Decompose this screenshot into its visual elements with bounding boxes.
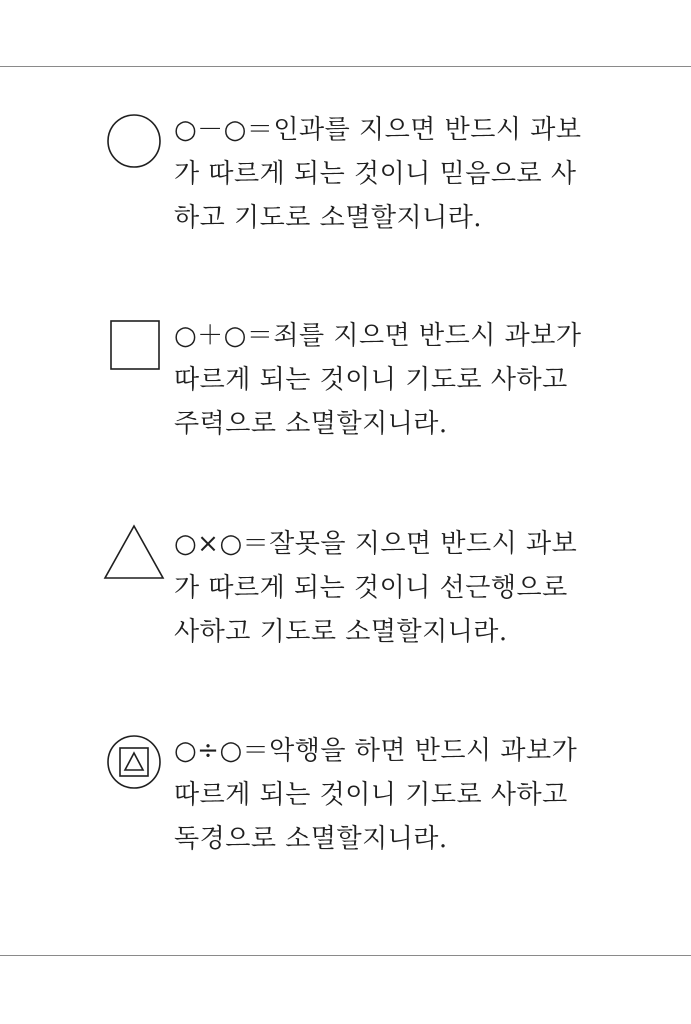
text-line: ○÷○＝악행을 하면 반드시 과보가 xyxy=(174,736,578,766)
text-line: ○×○＝잘못을 지으면 반드시 과보 xyxy=(174,529,578,559)
text-line: ○－○＝인과를 지으면 반드시 과보 xyxy=(174,115,582,145)
entry-text xyxy=(174,729,584,861)
circle-square-triangle-symbol-icon xyxy=(106,734,162,790)
entry-text xyxy=(174,108,584,240)
text-line: 독경으로 소멸할지니라. xyxy=(174,824,448,854)
bottom-rule xyxy=(0,955,691,956)
entry-text xyxy=(174,314,584,446)
text-line: 주력으로 소멸할지니라. xyxy=(174,409,448,439)
text-line: ○＋○＝죄를 지으면 반드시 과보가 xyxy=(174,321,582,351)
top-rule xyxy=(0,66,691,67)
text-line: 따르게 되는 것이니 기도로 사하고 xyxy=(174,780,568,810)
text-line: 가 따르게 되는 것이니 선근행으로 xyxy=(174,573,568,603)
text-line: 따르게 되는 것이니 기도로 사하고 xyxy=(174,365,568,395)
text-line: 사하고 기도로 소멸할지니라. xyxy=(174,617,508,647)
circle-symbol-icon xyxy=(106,113,162,169)
triangle-symbol-icon xyxy=(103,524,165,580)
entry-text xyxy=(174,522,584,654)
text-line: 가 따르게 되는 것이니 믿음으로 사 xyxy=(174,159,577,189)
text-line: 하고 기도로 소멸할지니라. xyxy=(174,203,483,233)
square-symbol-icon xyxy=(110,320,160,370)
